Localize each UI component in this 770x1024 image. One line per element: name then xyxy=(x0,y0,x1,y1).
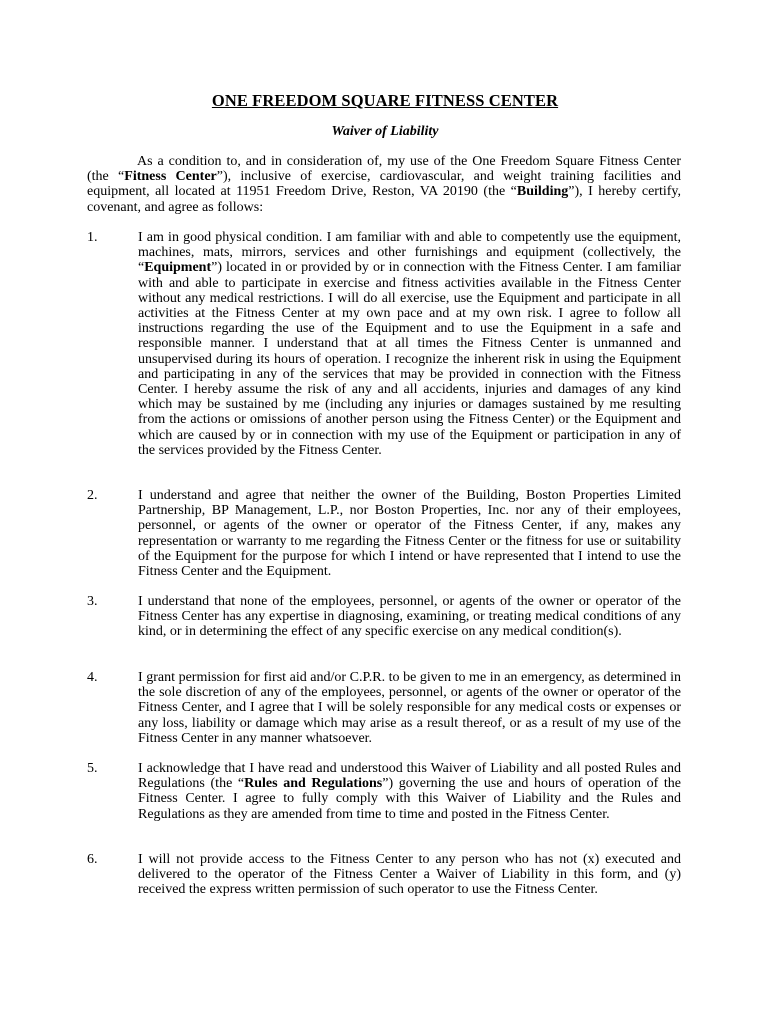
intro-text-1: As a condition to, and in consideration of, my use of the One Freedom Square Fitness Center (the “ xyxy=(87,154,681,185)
clause-number: 4. xyxy=(87,670,98,685)
intro-text-2: ”), inclusive of exercise, cardiovascular, and weight training facilities and equipment, all located at 11951 Freedom Drive, Reston, VA 20190 (the “ xyxy=(87,169,682,200)
intro-term-fitness-center: Fitness Center xyxy=(124,169,217,185)
clause-1-text-a: I am in good physical condition. I am familiar with and able to competently use the equipment, machines, mats, mirrors, services and other furnishings and equipment (collectively, the “ xyxy=(138,230,681,276)
clause-1-term-equipment: Equipment xyxy=(144,260,212,276)
clause-3 xyxy=(87,594,681,640)
clause-text: I grant permission for first aid and/or C.P.R. to be given to me in an emergency, as determined in the sole discretion of any of the employees, personnel, or agents of the owner or operator of the Fitness Center, and I agree that I will be solely responsible for any medical costs or expenses or any loss, liability or damage which may arise as a result thereof, or as a result of my use of the Fitness Center in any manner whatsoever. xyxy=(138,670,681,746)
intro-text-3: ”), I hereby certify, covenant, and agree as follows: xyxy=(87,184,682,215)
document-title: ONE FREEDOM SQUARE FITNESS CENTER xyxy=(211,91,559,110)
clause-6 xyxy=(87,852,681,898)
clause-number: 1. xyxy=(87,230,98,245)
clause-text: I will not provide access to the Fitness Center to any person who has not (x) executed and delivered to the operator of the Fitness Center a Waiver of Liability in this form, and (y) received the express written permission of such operator to use the Fitness Center. xyxy=(138,852,681,898)
clause-5-text-b: ”) governing the use and hours of operation of the Fitness Center. I agree to fully comply with this Waiver of Liability and the Rules and Regulations as they are amended from time to time and posted in the Fitness Center. xyxy=(138,776,681,822)
intro-paragraph xyxy=(87,154,681,215)
clause-5 xyxy=(87,761,681,822)
clause-number: 5. xyxy=(87,761,98,776)
clause-number: 2. xyxy=(87,488,98,503)
clause-5-text-a: I acknowledge that I have read and understood this Waiver of Liability and all posted Rules and Regulations (the “ xyxy=(138,761,681,792)
intro-term-building: Building xyxy=(516,184,569,200)
clause-number: 3. xyxy=(87,594,98,609)
clause-text: I understand that none of the employees, personnel, or agents of the owner or operator of the Fitness Center has any expertise in diagnosing, examining, or treating medical conditions of any kind, or in determining the effect of any specific exercise on any medical condition(s). xyxy=(138,594,681,640)
clause-text xyxy=(138,230,681,458)
document-subtitle: Waiver of Liability xyxy=(331,124,439,139)
clause-5-term-rules: Rules and Regulations xyxy=(244,776,383,792)
clause-number: 6. xyxy=(87,852,98,867)
clause-2 xyxy=(87,488,681,579)
clause-text: I understand and agree that neither the owner of the Building, Boston Properties Limited Partnership, BP Management, L.P., nor Boston Properties, Inc. nor any of their employees, personnel, or agents of the owner or operator of the Fitness Center, if any, makes any representation or warranty to me regarding the Fitness Center or the fitness for use or suitability of the Equipment for the purpose for which I intend or have represented that I intend to use the Fitness Center and the Equipment. xyxy=(138,488,681,580)
clause-1-text-b: ”) located in or provided by or in connection with the Fitness Center. I am familiar with and able to participate in exercise and fitness activities available in the Fitness Center without any medical restrictions. I will do all exercise, use the Equipment and participate in all activities at the Fitness Center at my own pace and at my own risk. I agree to follow all instructions regarding the use of the Equipment and to use the Equipment in a safe and responsible manner. I understand that at all times the Fitness Center is unmanned and unsupervised during its hours of operation. I recognize the inherent risk in using the Equipment and participating in any of the services that may be provided in connection with the Fitness Center. I hereby assume the risk of any and all accidents, injuries and damages of any kind which may be sustained by me (including any injuries or damages sustained by me resulting from the actions or omissions of another person using the Fitness Center) or the Equipment and which are caused by or in connection with my use of the Equipment or participation in any of the services provided by the Fitness Center. xyxy=(138,260,681,458)
clause-1 xyxy=(87,230,681,458)
clause-4 xyxy=(87,670,681,746)
clause-text xyxy=(138,761,681,822)
